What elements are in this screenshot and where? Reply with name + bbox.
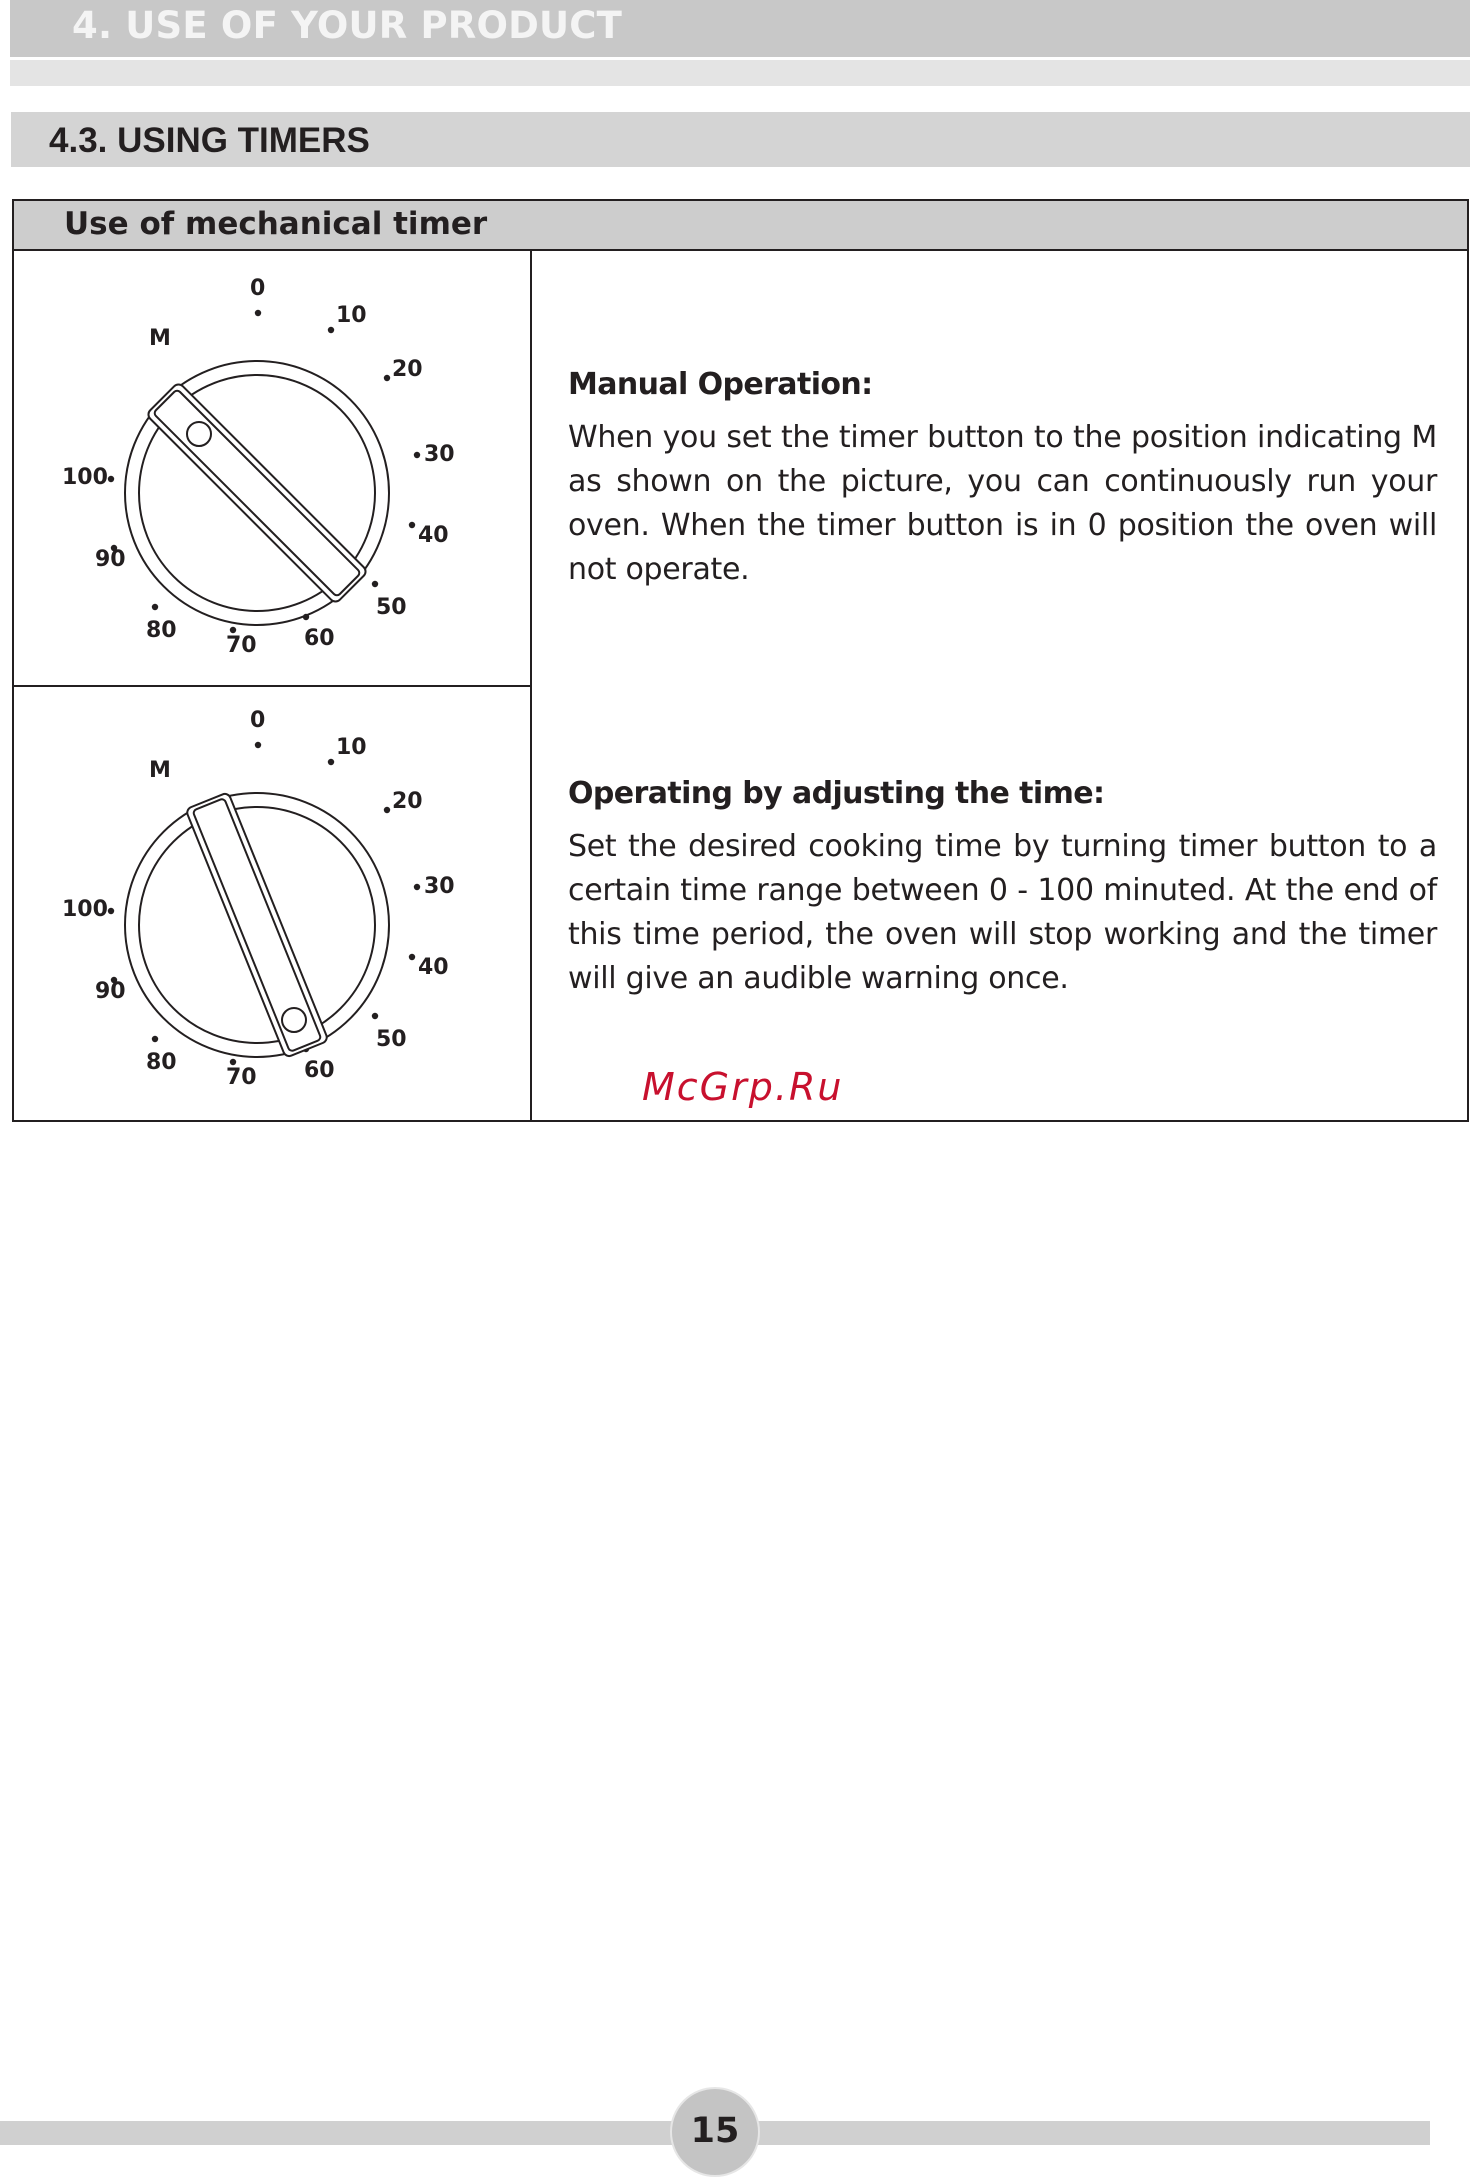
dial2-label-80: 80 xyxy=(146,1050,177,1075)
table-header xyxy=(14,201,1467,251)
dial2-label-30: 30 xyxy=(424,874,455,899)
watermark-logo: McGrp.Ru xyxy=(642,1065,844,1109)
manual-operation-section xyxy=(568,367,1437,592)
dial2-label-100: 100 xyxy=(62,897,108,922)
dial-label-m: M xyxy=(149,326,171,351)
timer-dial-manual-illustration xyxy=(40,266,510,686)
dial-label-70: 70 xyxy=(226,633,257,658)
dial-label-0: 0 xyxy=(250,276,266,301)
dial-label-30: 30 xyxy=(424,442,455,467)
dial-label-60: 60 xyxy=(304,626,335,651)
dial2-label-70: 70 xyxy=(226,1065,257,1090)
dial2-label-20: 20 xyxy=(392,789,423,814)
dial-label-100: 100 xyxy=(62,465,108,490)
dial2-label-40: 40 xyxy=(418,955,449,980)
dial-label-40: 40 xyxy=(418,523,449,548)
dial2-label-60: 60 xyxy=(304,1058,335,1083)
dial-label-80: 80 xyxy=(146,618,177,643)
manual-operation-title: Manual Operation: xyxy=(568,367,873,402)
table-header-title: Use of mechanical timer xyxy=(64,206,488,242)
dial-label-10: 10 xyxy=(336,303,367,328)
dial2-label-m: M xyxy=(149,758,171,783)
timer-dial-manual xyxy=(40,266,510,686)
dial2-label-90: 90 xyxy=(95,979,126,1004)
dial-label-90: 90 xyxy=(95,547,126,572)
adjust-time-title: Operating by adjusting the time: xyxy=(568,776,1105,811)
dial2-label-50: 50 xyxy=(376,1027,407,1052)
timer-dial-timed xyxy=(40,698,510,1118)
dial-label-50: 50 xyxy=(376,595,407,620)
manual-operation-text: When you set the timer button to the position indicating M as shown on the picture, you can continuously run your oven. When the timer button is in 0 position the oven will not operate. xyxy=(568,420,1437,587)
timer-dial-timed-illustration xyxy=(40,698,510,1118)
chapter-subbar xyxy=(10,60,1470,86)
dial2-label-10: 10 xyxy=(336,735,367,760)
adjust-time-text: Set the desired cooking time by turning timer button to a certain time range between 0 - 100 minuted. At the end of this time period, the oven will stop working and the timer will give an audible warning once. xyxy=(568,829,1437,996)
section-title: 4.3. USING TIMERS xyxy=(49,121,370,160)
chapter-header-bar xyxy=(10,0,1470,57)
adjust-time-section xyxy=(568,776,1437,1001)
page-number: 15 xyxy=(690,2111,740,2151)
chapter-title: 4. USE OF YOUR PRODUCT xyxy=(72,4,623,47)
dial2-label-0: 0 xyxy=(250,708,266,733)
dial-label-20: 20 xyxy=(392,357,423,382)
section-header-bar xyxy=(11,112,1470,167)
page-number-badge xyxy=(670,2087,760,2177)
